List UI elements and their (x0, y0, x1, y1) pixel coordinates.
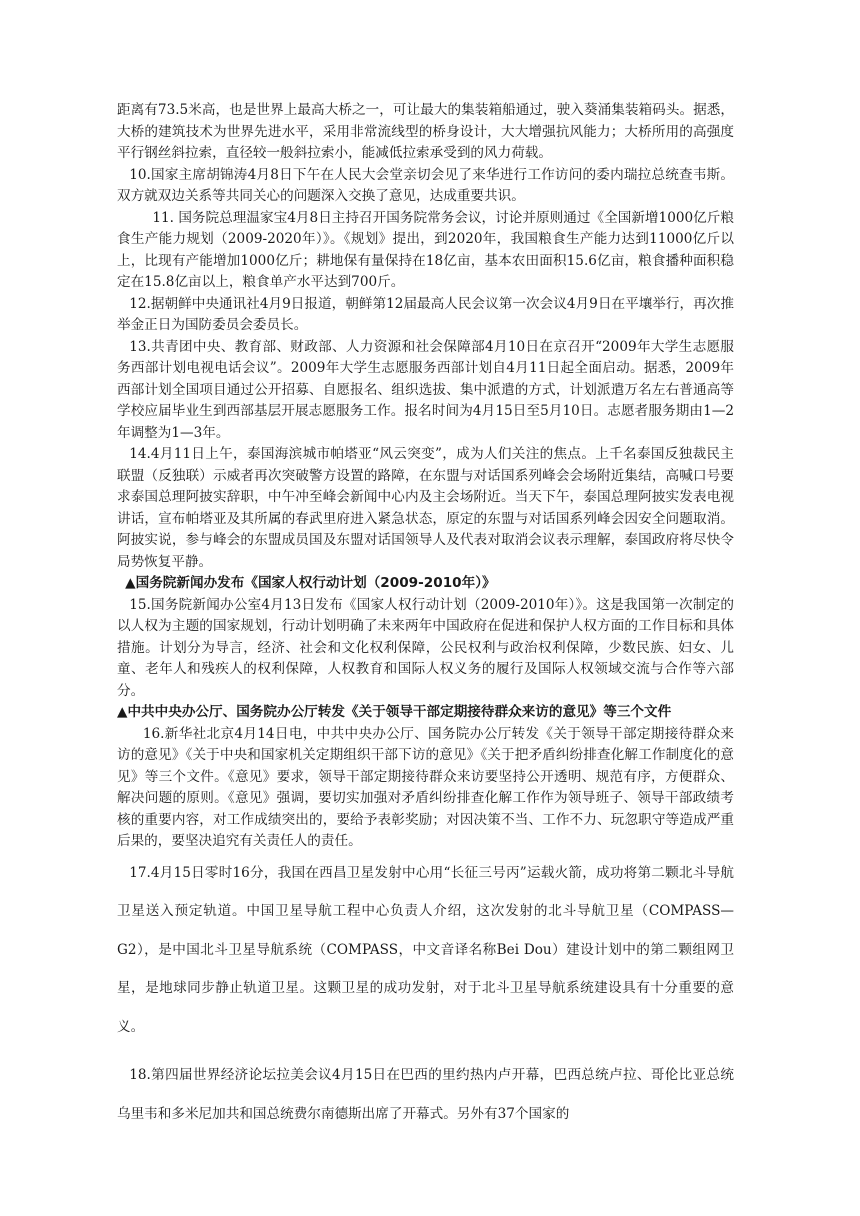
paragraph-10: 10.国家主席胡锦涛4月8日下午在人民大会堂亲切会见了来华进行工作访问的委内瑞拉总统查韦斯。双方就双边关系等共同关心的问题深入交换了意见，达成重要共识。 (117, 166, 734, 204)
section-heading-16: ▲中共中央办公厅、国务院办公厅转发《关于领导干部定期接待群众来访的意见》等三个文件 (117, 704, 672, 720)
paragraph-14: 14.4月11日上午，泰国海滨城市帕塔亚“风云突变”，成为人们关注的焦点。上千名泰国反独裁民主联盟（反独联）示威者再次突破警方设置的路障，在东盟与对话国系列峰会会场附近集结，高喊口号要求泰国总理阿披实辞职，中午冲至峰会新闻中心内及主会场附近。当天下午，泰国总理阿披实发表电视讲话，宣布帕塔亚及其所属的春武里府进入紧急状态，原定的东盟与对话国系列峰会因安全问题取消。阿披实说，参与峰会的东盟成员国及东盟对话国领导人及代表对取消会议表示理解，泰国政府将尽快令局势恢复平静。 (117, 446, 734, 570)
document-page (117, 100, 734, 1133)
paragraph-18: 18.第四届世界经济论坛拉美会议4月15日在巴西的里约热内卢开幕，巴西总统卢拉、哥伦比亚总统乌里韦和多米尼加共和国总统费尔南德斯出席了开幕式。另外有37个国家的 (117, 1067, 734, 1122)
paragraph-15: 15.国务院新闻办公室4月13日发布《国家人权行动计划（2009-2010年）》。这是我国第一次制定的以人权为主题的国家规划，行动计划明确了未来两年中国政府在促进和保护人权方面的工作目标和具体措施。计划分为导言，经济、社会和文化权利保障，公民权利与政治权利保障，少数民族、妇女、儿童、老年人和残疾人的权利保障，人权教育和国际人权义务的履行及国际人权领域交流与合作等六部分。 (117, 596, 734, 699)
paragraph-17: 17.4月15日零时16分，我国在西昌卫星发射中心用“长征三号丙”运载火箭，成功将第二颗北斗导航卫星送入预定轨道。中国卫星导航工程中心负责人介绍，这次发射的北斗导航卫星（COMPASS—G2），是中国北斗卫星导航系统（COMPASS，中文音译名称Bei Dou）建设计划中的第二颗组网卫星，是地球同步静止轨道卫星。这颗卫星的成功发射，对于北斗卫星导航系统建设具有十分重要的意义。 (117, 864, 734, 1035)
section-heading-15: ▲国务院新闻办发布《国家人权行动计划（2009-2010年）》 (125, 575, 496, 591)
paragraph-16: 16.新华社北京4月14日电，中共中央办公厅、国务院办公厅转发《关于领导干部定期接待群众来访的意见》《关于中央和国家机关定期组织干部下访的意见》《关于把矛盾纠纷排查化解工作制度化的意见》等三个文件。《意见》要求，领导干部定期接待群众来访要坚持公开透明、规范有序，方便群众、解决问题的原则。《意见》强调，要切实加强对矛盾纠纷排查化解工作作为领导班子、领导干部政绩考核的重要内容，对工作成绩突出的，要给予表彰奖励；对因决策不当、工作不力、玩忽职守等造成严重后果的，要坚决追究有关责任人的责任。 (117, 725, 734, 849)
paragraph-12: 12.据朝鲜中央通讯社4月9日报道，朝鲜第12届最高人民会议第一次会议4月9日在平壤举行，再次推举金正日为国防委员会委员长。 (117, 295, 734, 333)
wide-spacing-block (117, 854, 734, 1134)
paragraph-13: 13.共青团中央、教育部、财政部、人力资源和社会保障部4月10日在京召开“2009年大学生志愿服务西部计划电视电话会议”。2009年大学生志愿服务西部计划自4月11日起全面启动。据悉，2009年西部计划全国项目通过公开招募、自愿报名、组织选拔、集中派遣的方式，计划派遣万名左右普通高等学校应届毕业生到西部基层开展志愿服务工作。报名时间为4月15日至5月10日。志愿者服务期由1—2年调整为1—3年。 (117, 338, 734, 441)
paragraph-bridge: 距离有73.5米高，也是世界上最高大桥之一，可让最大的集装箱船通过，驶入葵涌集装箱码头。据悉，大桥的建筑技术为世界先进水平，采用非常流线型的桥身设计，大大增强抗风能力；大桥所用的高强度平行钢丝斜拉索，直径较一般斜拉索小，能减低拉索承受到的风力荷载。 (117, 102, 734, 161)
paragraph-11: 11. 国务院总理温家宝4月8日主持召开国务院常务会议，讨论并原则通过《全国新增1000亿斤粮食生产能力规划（2009-2020年）》。《规划》提出，到2020年，我国粮食生产能力达到11000亿斤以上，比现有产能增加1000亿斤；耕地保有量保持在18亿亩，基本农田面积15.6亿亩，粮食播种面积稳定在15.8亿亩以上，粮食单产水平达到700斤。 (117, 209, 734, 290)
